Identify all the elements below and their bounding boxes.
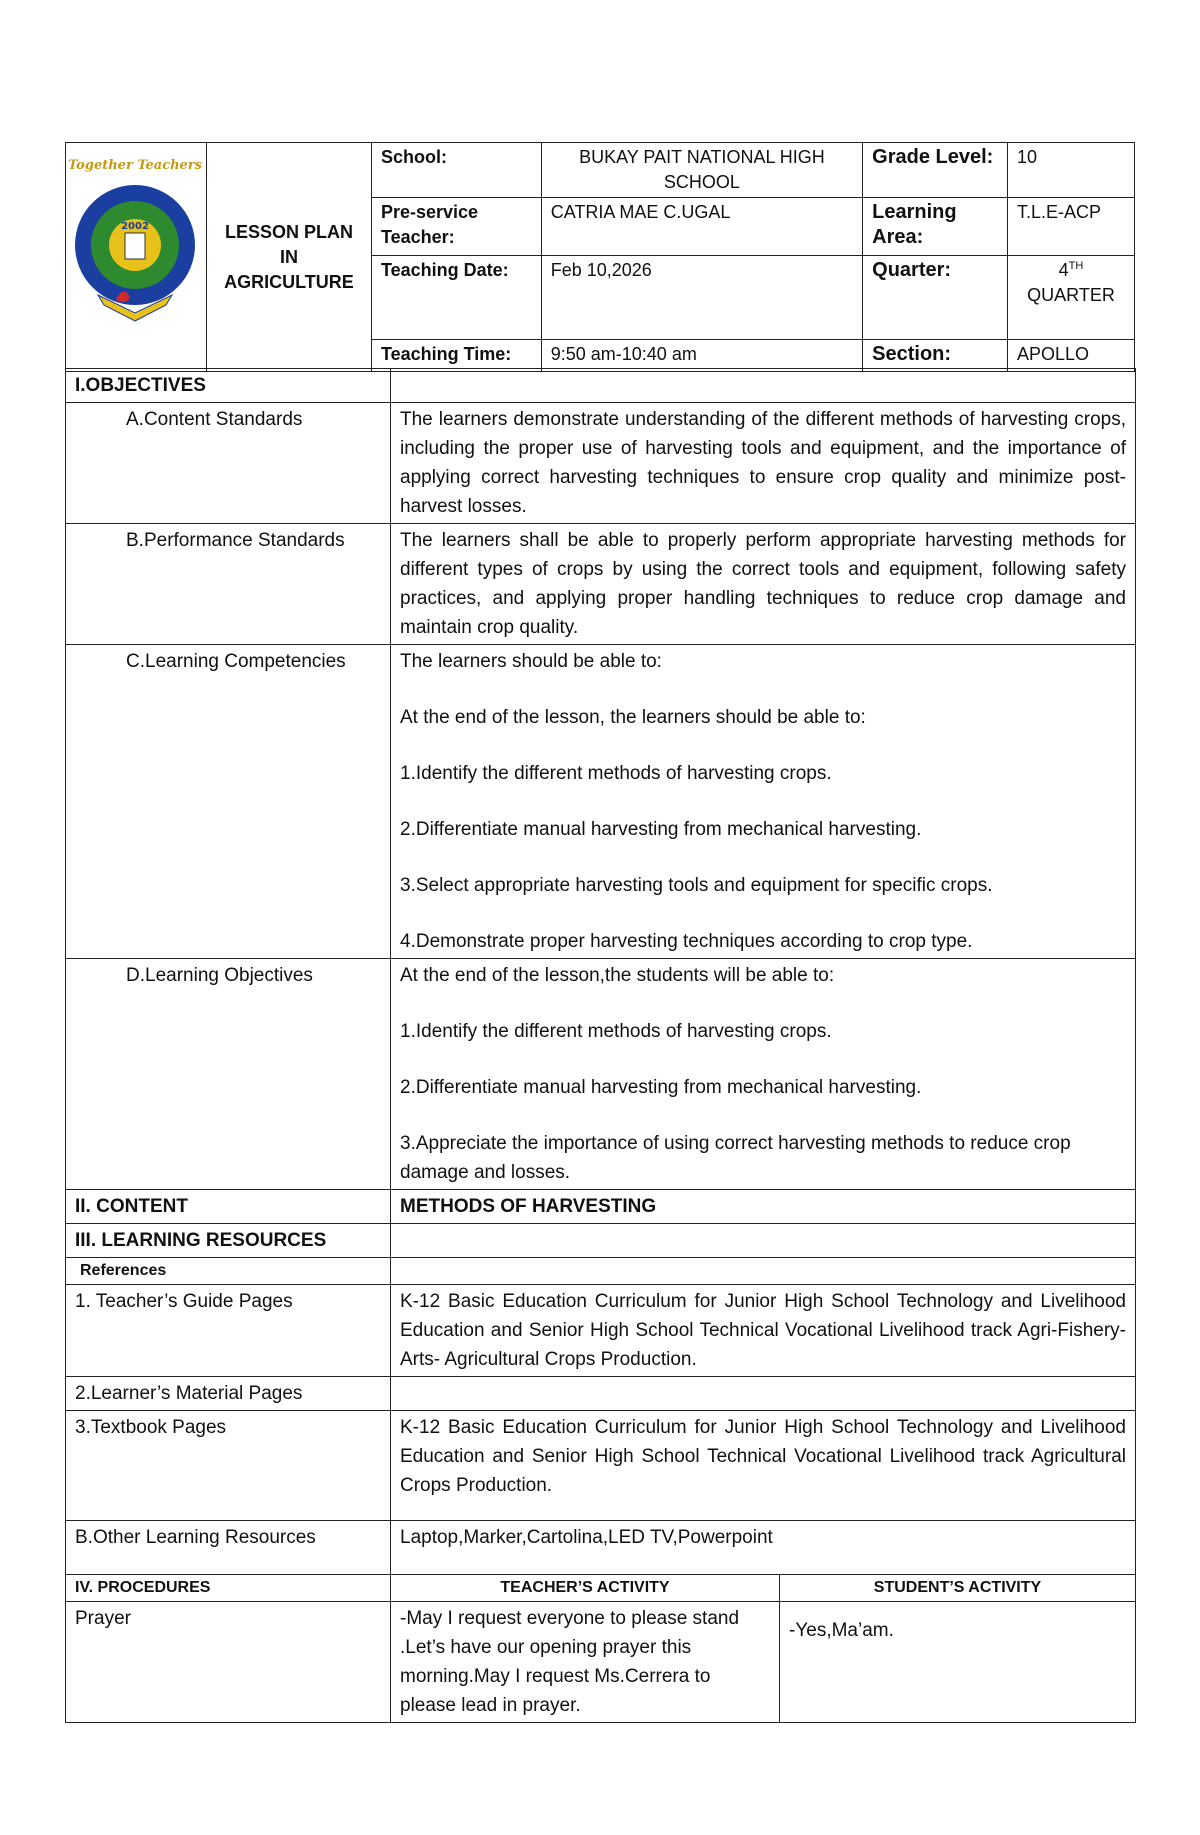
school-logo-cell xyxy=(66,143,207,372)
objective-line: 3.Appreciate the importance of using correct harvesting methods to reduce crop damage and losses. xyxy=(400,1133,1071,1183)
quarter-word: QUARTER xyxy=(1027,285,1115,305)
competency-line: 2.Differentiate manual harvesting from mechanical harvesting. xyxy=(400,819,922,840)
other-resources-label: B.Other Learning Resources xyxy=(66,1521,391,1575)
learning-objectives-label: D.Learning Objectives xyxy=(66,959,391,1190)
references-blank xyxy=(391,1258,1136,1285)
teacher-activity-header: TEACHER’S ACTIVITY xyxy=(391,1575,780,1602)
learner-material-row xyxy=(66,1377,1136,1411)
procedures-heading-row xyxy=(66,1575,1136,1602)
section-value: APOLLO xyxy=(1008,340,1135,372)
performance-standards-row xyxy=(66,524,1136,645)
content-standards-row xyxy=(66,403,1136,524)
competency-line: 4.Demonstrate proper harvesting techniques according to crop type. xyxy=(400,931,973,952)
performance-standards-label: B.Performance Standards xyxy=(66,524,391,645)
student-activity-text: -Yes,Ma’am. xyxy=(780,1602,1136,1723)
procedure-label: Prayer xyxy=(66,1602,391,1723)
objectives-heading-blank xyxy=(391,369,1136,403)
textbook-text: K-12 Basic Education Curriculum for Junior High School Technology and Livelihood Education and Senior High School Technical Vocational Livelihood track Agricultural Crops Production. xyxy=(391,1411,1136,1521)
learning-competencies-label: C.Learning Competencies xyxy=(66,645,391,959)
references-label: References xyxy=(66,1258,391,1285)
learning-area-value: T.L.E-ACP xyxy=(1008,198,1135,256)
learner-material-label: 2.Learner’s Material Pages xyxy=(66,1377,391,1411)
lesson-plan-title xyxy=(206,143,371,372)
learning-objectives-row xyxy=(66,959,1136,1190)
student-activity-header: STUDENT’S ACTIVITY xyxy=(780,1575,1136,1602)
section-label: Section: xyxy=(863,340,1008,372)
school-value: BUKAY PAIT NATIONAL HIGH SCHOOL xyxy=(541,143,862,198)
objective-line: 1.Identify the different methods of harvesting crops. xyxy=(400,1021,832,1042)
references-row xyxy=(66,1258,1136,1285)
learning-competencies-text xyxy=(391,645,1136,959)
textbook-label: 3.Textbook Pages xyxy=(66,1411,391,1521)
competency-line: At the end of the lesson, the learners should be able to: xyxy=(400,707,866,728)
objectives-heading-row xyxy=(66,369,1136,403)
learning-objectives-text xyxy=(391,959,1136,1190)
logo-top-text: Together Teachers xyxy=(68,158,202,173)
grade-level-label: Grade Level: xyxy=(863,143,1008,198)
competency-line: 3.Select appropriate harvesting tools and equipment for specific crops. xyxy=(400,875,993,896)
objectives-heading: I.OBJECTIVES xyxy=(66,369,391,403)
content-label: II. CONTENT xyxy=(66,1190,391,1224)
teaching-date-value: Feb 10,2026 xyxy=(541,256,862,340)
teaching-date-label: Teaching Date: xyxy=(371,256,541,340)
performance-standards-text: The learners shall be able to properly perform appropriate harvesting methods for different types of crops by using the correct tools and equipment, following safety practices, and applying proper handling techniques to reduce crop damage and maintain crop quality. xyxy=(391,524,1136,645)
teacher-activity-text: -May I request everyone to please stand .Let’s have our opening prayer this morning.May I request Ms.Cerrera to please lead in prayer. xyxy=(391,1602,780,1723)
objective-line: At the end of the lesson,the students will be able to: xyxy=(400,965,835,986)
lesson-body-table xyxy=(65,368,1136,1723)
quarter-number: 4 xyxy=(1058,260,1069,280)
content-value: METHODS OF HARVESTING xyxy=(391,1190,1136,1224)
learning-competencies-row xyxy=(66,645,1136,959)
school-logo xyxy=(68,145,203,335)
resources-heading-blank xyxy=(391,1224,1136,1258)
competency-line: 1.Identify the different methods of harvesting crops. xyxy=(400,763,832,784)
competency-line: The learners should be able to: xyxy=(400,651,662,672)
content-standards-label: A.Content Standards xyxy=(66,403,391,524)
quarter-suffix: TH xyxy=(1068,260,1084,272)
teacher-label: Pre-service Teacher: xyxy=(371,198,541,256)
learning-area-label: Learning Area: xyxy=(863,198,1008,256)
content-row xyxy=(66,1190,1136,1224)
teacher-guide-label: 1. Teacher’s Guide Pages xyxy=(66,1285,391,1377)
title-line-3: AGRICULTURE xyxy=(224,271,354,292)
textbook-row xyxy=(66,1411,1136,1521)
learner-material-blank xyxy=(391,1377,1136,1411)
procedure-row xyxy=(66,1602,1136,1723)
quarter-value xyxy=(1008,256,1135,340)
quarter-label: Quarter: xyxy=(863,256,1008,340)
teaching-time-label: Teaching Time: xyxy=(371,340,541,372)
grade-level-value: 10 xyxy=(1008,143,1135,198)
teaching-time-value: 9:50 am-10:40 am xyxy=(541,340,862,372)
other-resources-row xyxy=(66,1521,1136,1575)
title-line-1: LESSON PLAN xyxy=(224,221,353,242)
other-resources-text: Laptop,Marker,Cartolina,LED TV,Powerpoint xyxy=(391,1521,1136,1575)
title-line-2: IN xyxy=(279,246,298,267)
teacher-guide-text: K-12 Basic Education Curriculum for Junior High School Technology and Livelihood Education and Senior High School Technical Vocational Livelihood track Agri-Fishery-Arts- Agricultural Crops Production. xyxy=(391,1285,1136,1377)
teacher-value: CATRIA MAE C.UGAL xyxy=(541,198,862,256)
school-label: School: xyxy=(371,143,541,198)
lesson-header-table xyxy=(65,142,1135,372)
procedures-heading: IV. PROCEDURES xyxy=(66,1575,391,1602)
resources-heading: III. LEARNING RESOURCES xyxy=(66,1224,391,1258)
resources-heading-row xyxy=(66,1224,1136,1258)
objective-line: 2.Differentiate manual harvesting from mechanical harvesting. xyxy=(400,1077,922,1098)
logo-year: 2002 xyxy=(121,221,149,232)
content-standards-text: The learners demonstrate understanding of the different methods of harvesting crops, including the proper use of harvesting tools and equipment, and the importance of applying correct harvesting techniques to ensure crop quality and minimize post-harvest losses. xyxy=(391,403,1136,524)
teacher-guide-row xyxy=(66,1285,1136,1377)
